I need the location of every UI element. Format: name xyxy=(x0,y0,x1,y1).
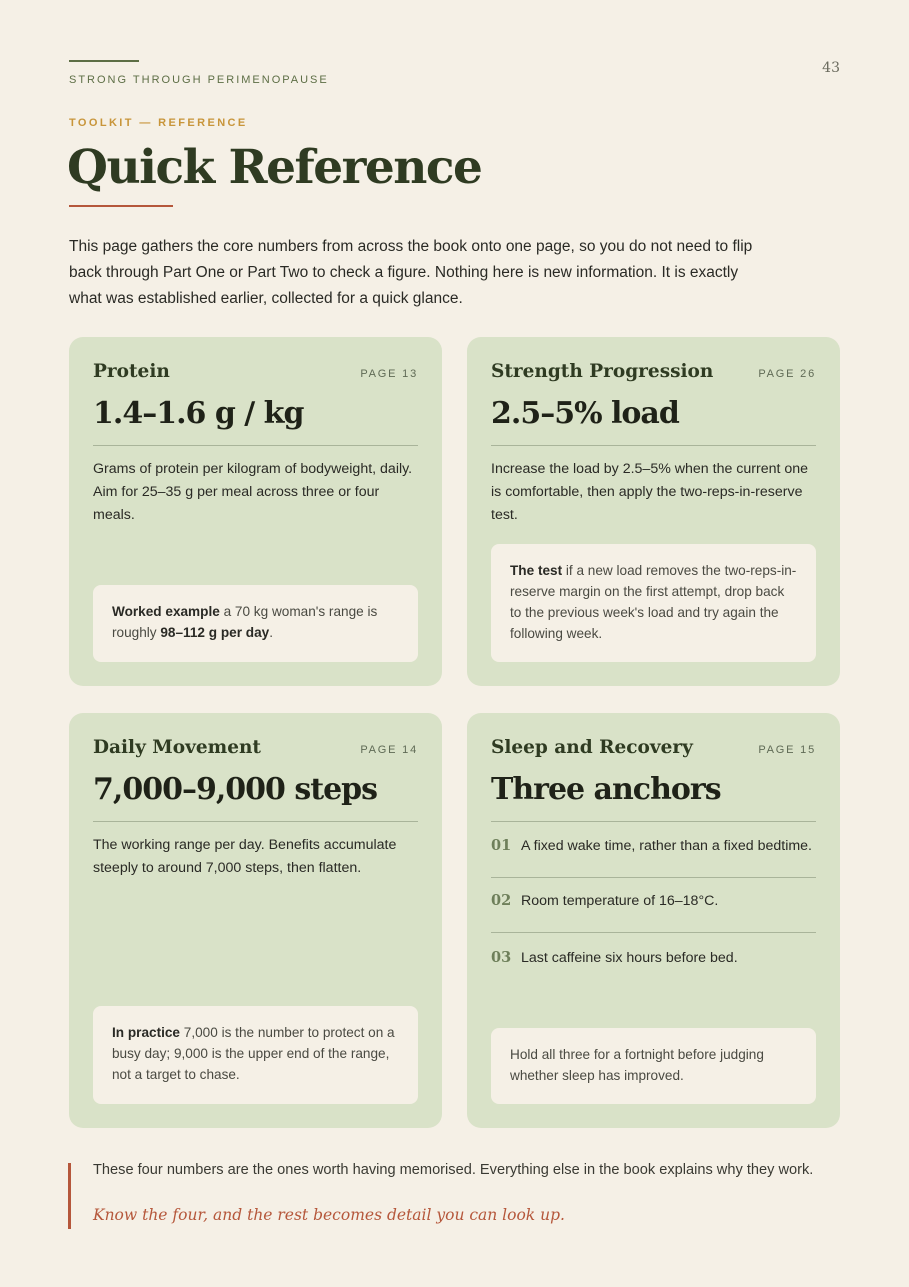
note-box xyxy=(93,1006,418,1104)
note-highlight: 98–112 g per day xyxy=(160,625,270,640)
anchor-list xyxy=(491,835,816,969)
note-end: . xyxy=(269,625,273,640)
page-reference: PAGE 13 xyxy=(360,368,418,380)
note-box xyxy=(491,1028,816,1104)
closing-pullquote: Know the four, and the rest becomes detail you can look up. xyxy=(93,1206,565,1224)
card-sleep xyxy=(467,713,840,1128)
page-number: 43 xyxy=(822,60,840,76)
page-title: Quick Reference xyxy=(67,140,482,195)
card-movement xyxy=(69,713,442,1128)
closing-text: These four numbers are the ones worth having memorised. Everything else in the book explains why they work. xyxy=(93,1162,814,1178)
closing-accent-bar xyxy=(68,1163,71,1229)
divider xyxy=(93,445,418,446)
page-reference: PAGE 26 xyxy=(758,368,816,380)
anchor-number: 01 xyxy=(491,837,512,854)
list-item xyxy=(491,878,816,932)
running-head: STRONG THROUGH PERIMENOPAUSE xyxy=(69,74,329,86)
card-body: Increase the load by 2.5–5% when the current one is comfortable, then apply the two-reps-in-reserve test. xyxy=(491,461,809,523)
header-rule xyxy=(69,60,139,62)
page-reference: PAGE 15 xyxy=(758,744,816,756)
note-text: 7,000 is the number to protect on a busy day; 9,000 is the upper end of the range, not a target to chase. xyxy=(112,1025,395,1082)
card-value: 2.5–5% load xyxy=(491,396,679,431)
intro-paragraph: This page gathers the core numbers from across the book onto one page, so you do not need to flip back through Part One or Part Two to check a figure. Nothing here is new information. It is exactly what was established earlier, collected for a quick glance. xyxy=(69,238,753,307)
card-title: Sleep and Recovery xyxy=(491,737,693,758)
divider xyxy=(491,445,816,446)
note-box xyxy=(491,544,816,662)
card-protein xyxy=(69,337,442,686)
card-title: Strength Progression xyxy=(491,361,714,382)
card-title: Daily Movement xyxy=(93,737,261,758)
note-label: The test xyxy=(510,563,563,578)
card-strength xyxy=(467,337,840,686)
card-value: Three anchors xyxy=(491,772,721,807)
list-item xyxy=(491,933,816,969)
card-title: Protein xyxy=(93,361,170,382)
anchor-number: 02 xyxy=(491,892,512,909)
note-text: Hold all three for a fortnight before judging whether sleep has improved. xyxy=(510,1047,764,1083)
card-body: Grams of protein per kilogram of bodyweight, daily. Aim for 25–35 g per meal across three or four meals. xyxy=(93,461,413,523)
page-reference: PAGE 14 xyxy=(360,744,418,756)
title-underline xyxy=(69,205,173,207)
card-body: The working range per day. Benefits accumulate steeply to around 7,000 steps, then flatten. xyxy=(93,837,397,876)
list-item xyxy=(491,835,816,877)
anchor-text: A fixed wake time, rather than a fixed bedtime. xyxy=(521,838,812,854)
note-label: In practice xyxy=(112,1025,180,1040)
note-text: a 70 kg woman's range is roughly xyxy=(112,604,378,640)
anchor-text: Room temperature of 16–18°C. xyxy=(521,893,719,909)
note-box xyxy=(93,585,418,662)
note-text: if a new load removes the two-reps-in-reserve margin on the first attempt, drop back to the previous week's load and try again the following week. xyxy=(510,563,797,641)
divider xyxy=(93,821,418,822)
note-label: Worked example xyxy=(112,604,220,619)
card-value: 1.4–1.6 g / kg xyxy=(93,396,304,431)
section-kicker: TOOLKIT — REFERENCE xyxy=(69,117,248,129)
anchor-text: Last caffeine six hours before bed. xyxy=(521,950,738,966)
divider xyxy=(491,821,816,822)
anchor-number: 03 xyxy=(491,949,512,966)
card-value: 7,000–9,000 steps xyxy=(93,772,378,807)
